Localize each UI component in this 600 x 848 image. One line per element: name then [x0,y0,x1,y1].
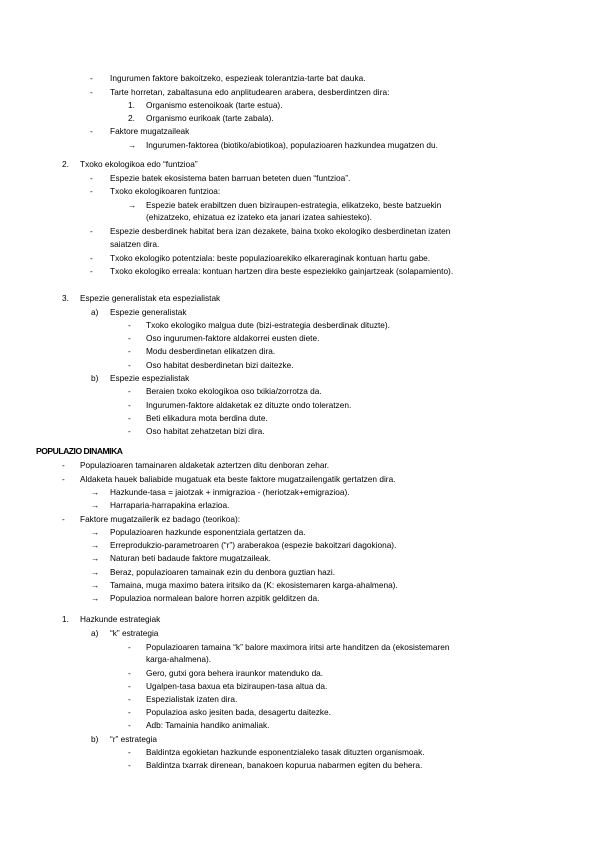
bullet-dash: - [128,400,131,410]
section-number: 3. [62,293,69,303]
specialist-title: Espezie espezialistak [110,373,190,383]
bullet-dash: - [90,87,93,97]
specialist-item: Ingurumen-faktore aldaketak ez dituzte ondo toleratzen. [146,400,352,410]
generalist-item: Txoko ekologiko malgua dute (bizi-estrategia desberdinak dituzte). [146,320,390,330]
pd-item-3-arrow: Populazioa normalean balore horren azpitik gelditzen da. [110,593,320,603]
bullet-dash: - [128,642,131,652]
bullet-dash: - [90,73,93,83]
sub-number-1: 1. [128,100,135,110]
k-item: Populazioa asko jesiten bada, desagertu daitezke. [146,707,331,717]
bullet-dash: - [128,333,131,343]
bullet-dash: - [128,413,131,423]
generalist-item: Oso habitat desberdinetan bizi daitezke. [146,360,294,370]
s2-arrow-line-1: Espezie batek erabiltzen duen biziraupen-estrategia, elikatzeko, beste batzuekin [146,200,442,210]
intro-item-1: Ingurumen faktore bakoitzeko, espezieak tolerantzia-tarte bat dauka. [110,73,366,83]
section-number: 2. [62,159,69,169]
bullet-dash: - [62,514,65,524]
s2-item-5: Txoko ekologiko erreala: kontuan hartzen dira beste espeziekiko gainjartzeak (solapamiento). [110,266,454,276]
k-item: Espezialistak izaten dira. [146,694,238,704]
arrow-icon: → [91,500,100,510]
pd-item-2: Aldaketa hauek baliabide mugatuak eta beste faktore mugatzailengatik gertatzen dira. [80,474,396,484]
arrow-icon: → [128,140,137,150]
intro-item-3: Faktore mugatzaileak [110,126,190,136]
bullet-dash: - [90,266,93,276]
bullet-dash: - [128,426,131,436]
s2-arrow-line-2: (ehizatzeko, ehizatua ez izateko eta janari izatea sahiesteko). [146,212,372,222]
section-3-title: Espezie generalistak eta espezialistak [80,293,221,303]
specialist-item: Oso habitat zehatzetan bizi dira. [146,426,265,436]
k-item: Adb: Tamainia handiko animaliak. [146,720,270,730]
bullet-dash: - [62,474,65,484]
bullet-dash: - [128,720,131,730]
sub-letter-a: a) [91,307,99,317]
bullet-dash: - [128,760,131,770]
intro-sub-2: Organismo eurikoak (tarte zabala). [146,113,274,123]
bullet-dash: - [90,253,93,263]
bullet-dash: - [128,681,131,691]
arrow-icon: → [91,593,100,603]
intro-item-2: Tarte horretan, zabaltasuna edo anplitudearen arabera, desberdintzen dira: [110,87,390,97]
sub-letter-a: a) [91,628,99,638]
generalist-item: Oso ingurumen-faktore aldakorrei eusten diete. [146,333,320,343]
s2-item-1: Espezie batek ekosistema baten barruan beteten duen “funtzioa”. [110,173,351,183]
k-item: Ugalpen-tasa baxua eta biziraupen-tasa altua da. [146,681,328,691]
r-item: Baldintza egokietan hazkunde esponentzialeko tasak dituzten organismoak. [146,747,425,757]
sub-letter-b: b) [91,373,99,383]
k-strategy-title: “k” estrategia [110,628,159,638]
r-strategy-title: “r” estrategia [110,734,158,744]
section-2-title: Txoko ekologikoa edo “funtzioa” [80,159,198,169]
pd-item-2-arrow: Hazkunde-tasa = jaiotzak + inmigrazioa - (heriotzak+emigrazioa). [110,487,350,497]
k-item-line-2: karga-ahalmena). [146,654,212,664]
arrow-icon: → [128,200,137,210]
pd-item-3-arrow: Beraz, populazioaren tamainak ezin du denbora guztian hazi. [110,567,336,577]
section-number: 1. [62,614,69,624]
arrow-icon: → [91,540,100,550]
bullet-dash: - [128,668,131,678]
bullet-dash: - [90,173,93,183]
s2-item-3-line-1: Espezie desberdinek habitat bera izan dezakete, baina txoko ekologiko desberdinetan izaten [110,226,451,236]
bullet-dash: - [128,360,131,370]
pd-item-3-arrow: Naturan beti badaude faktore mugatzaileak. [110,553,271,563]
bullet-dash: - [62,460,65,470]
bullet-dash: - [128,707,131,717]
s2-item-2: Txoko ekologikoaren funtzioa: [110,186,221,196]
intro-arrow-text: Ingurumen-faktorea (biotiko/abiotikoa), populazioaren hazkundea mugatzen du. [146,140,438,150]
bullet-dash: - [128,694,131,704]
pd-item-3-arrow: Populazioaren hazkunde esponentziala gertatzen da. [110,527,306,537]
intro-sub-1: Organismo estenoikoak (tarte estua). [146,100,283,110]
arrow-icon: → [91,487,100,497]
k-item: Gero, gutxi gora behera iraunkor matenduko da. [146,668,324,678]
k-item-line-1: Populazioaren tamaina “k” balore maximora iritsi arte handitzen da (ekosistemaren [146,642,450,652]
s2-item-3-line-2: saiatzen dira. [110,239,160,249]
specialist-item: Beraien txoko ekologikoa oso txikia/zorrotza da. [146,386,322,396]
arrow-icon: → [91,527,100,537]
sub-letter-b: b) [91,734,99,744]
bullet-dash: - [128,747,131,757]
pd-item-3-arrow: Tamaina, muga maximo batera iritsiko da (K: ekosistemaren karga-ahalmena). [110,580,398,590]
s2-item-4: Txoko ekologiko potentziala: beste populazioarekiko elkareraginak kontuan hartu gabe. [110,253,431,263]
arrow-icon: → [91,567,100,577]
heading-populazio-dinamika: POPULAZIO DINAMIKA [36,446,123,456]
bullet-dash: - [90,186,93,196]
pd-item-3-arrow: Erreprodukzio-parametroaren (“r”) araberakoa (espezie bakoitzari dagokiona). [110,540,397,550]
generalist-item: Modu desberdinetan elikatzen dira. [146,346,276,356]
growth-strategies-title: Hazkunde estrategiak [80,614,161,624]
bullet-dash: - [90,226,93,236]
sub-number-2: 2. [128,113,135,123]
bullet-dash: - [128,320,131,330]
bullet-dash: - [128,386,131,396]
pd-item-2-arrow: Harraparia-harrapakina erlazioa. [110,500,230,510]
generalist-title: Espezie generalistak [110,307,187,317]
bullet-dash: - [128,346,131,356]
r-item: Baldintza txarrak direnean, banakoen kopurua nabarmen egiten du behera. [146,760,423,770]
arrow-icon: → [91,553,100,563]
bullet-dash: - [90,126,93,136]
arrow-icon: → [91,580,100,590]
specialist-item: Beti elikadura mota berdina dute. [146,413,268,423]
pd-item-3: Faktore mugatzailerik ez badago (teorikoa): [80,514,241,524]
pd-item-1: Populazioaren tamainaren aldaketak aztertzen ditu denboran zehar. [80,460,330,470]
